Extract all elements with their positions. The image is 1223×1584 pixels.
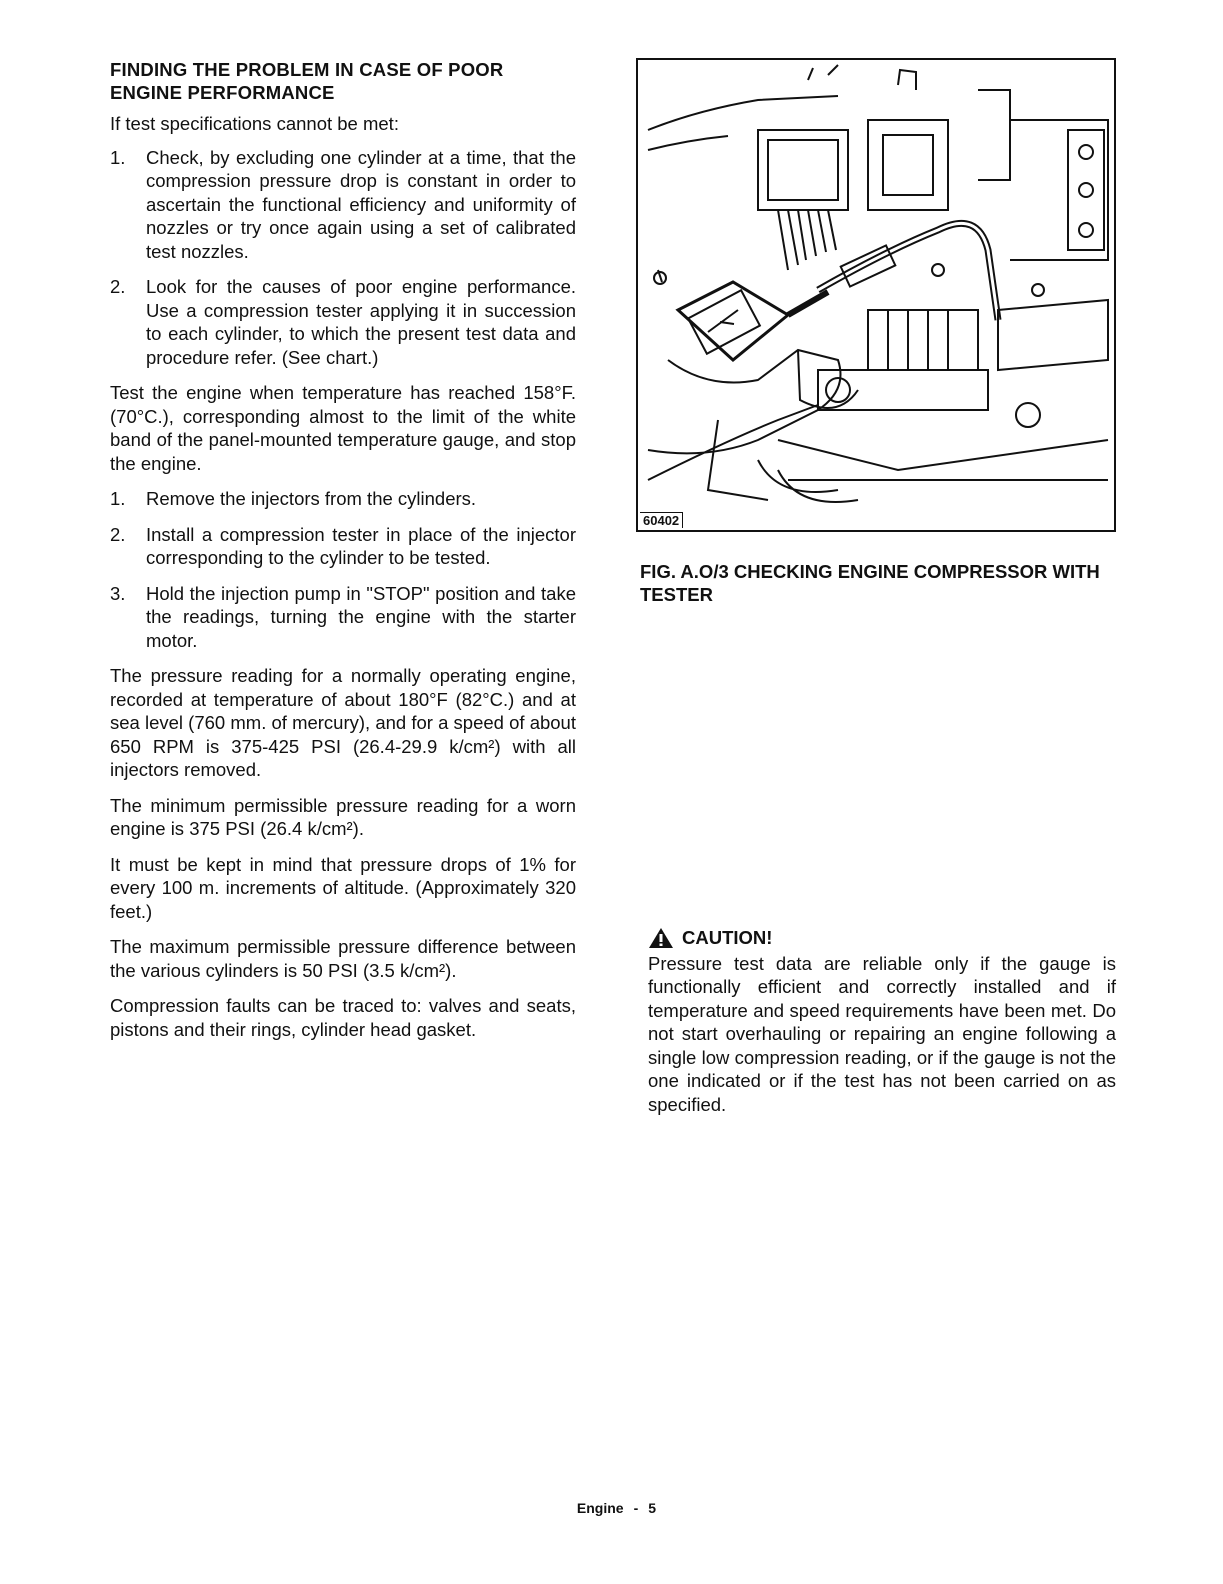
step-text: Look for the causes of poor engine performance. Use a compression tester applying it in succession to each cylinder, to which the present test data and procedure refer. (See chart.) [146,276,576,368]
warning-triangle-icon [648,927,674,949]
intro-text: If test specifications cannot be met: [110,113,399,134]
step-number: 3. [110,582,126,604]
step-number: 1. [110,146,126,168]
step-text: Remove the injectors from the cylinders. [146,488,477,509]
list-item [110,275,576,369]
section-title: FINDING THE PROBLEM IN CASE OF POOR ENGINE PERFORMANCE [110,59,504,103]
caution-box [648,926,1116,1116]
test-paragraph: Test the engine when temperature has reached 158°F. (70°C.), corresponding almost to the limit of the white band of the panel-mounted temperature gauge, and stop the engine. [110,382,576,474]
step-number: 2. [110,523,126,545]
steps-list-a [110,146,576,370]
step-text: Hold the injection pump in "STOP" position and take the readings, turning the engine with the starter motor. [146,582,576,651]
footer-section: Engine [576,1500,624,1516]
left-column [110,58,576,1053]
figure-caption: FIG. A.O/3 CHECKING ENGINE COMPRESSOR WITH TESTER [640,561,1100,605]
page-footer [0,1500,1223,1516]
list-item [110,146,576,264]
figure-number: 60402 [640,512,683,528]
caution-text: Pressure test data are reliable only if the gauge is functionally efficient and correctly installed and if temperature and speed requirements have been met. Do not start overhauling or repairing an engine following a single low compression reading, or if the gauge is not the one indicated or if the test has not been carried on as specified. [648,952,1116,1115]
page-number: 5 [648,1500,657,1516]
footer-separator: - [633,1500,639,1516]
list-item [110,487,576,511]
caution-heading [648,926,1116,950]
engine-tester-illustration [638,60,1116,532]
step-text: Check, by excluding one cylinder at a time, that the compression pressure drop is constant in order to ascertain the functional efficiency and uniformity of nozzles or try once again using a set of calibrated test nozzles. [146,146,576,262]
max-difference-paragraph: The maximum permissible pressure difference between the various cylinders is 50 PSI (3.5 k/cm²). [110,936,576,981]
caution-title: CAUTION! [682,927,773,948]
pressure-reading-paragraph: The pressure reading for a normally operating engine, recorded at temperature of about 180°F (82°C.) and at sea level (760 mm. of mercury), and for a speed of about 650 RPM is 375-425 PSI (26.4-29.9 k/cm²) with all injectors removed. [110,665,576,780]
step-number: 2. [110,276,126,297]
right-column [636,58,1120,606]
minimum-pressure-paragraph: The minimum permissible pressure reading for a worn engine is 375 PSI (26.4 k/cm²). [110,794,576,839]
altitude-paragraph: It must be kept in mind that pressure drops of 1% for every 100 m. increments of altitude. (Approximately 320 feet.) [110,853,576,922]
faults-paragraph: Compression faults can be traced to: valves and seats, pistons and their rings, cylinder head gasket. [110,995,576,1040]
engine-compression-figure [636,58,1116,532]
step-number: 1. [110,488,126,509]
step-text: Install a compression tester in place of the injector corresponding to the cylinder to be tested. [146,523,576,568]
list-item [110,523,576,570]
steps-list-b [110,487,576,652]
list-item [110,582,576,653]
